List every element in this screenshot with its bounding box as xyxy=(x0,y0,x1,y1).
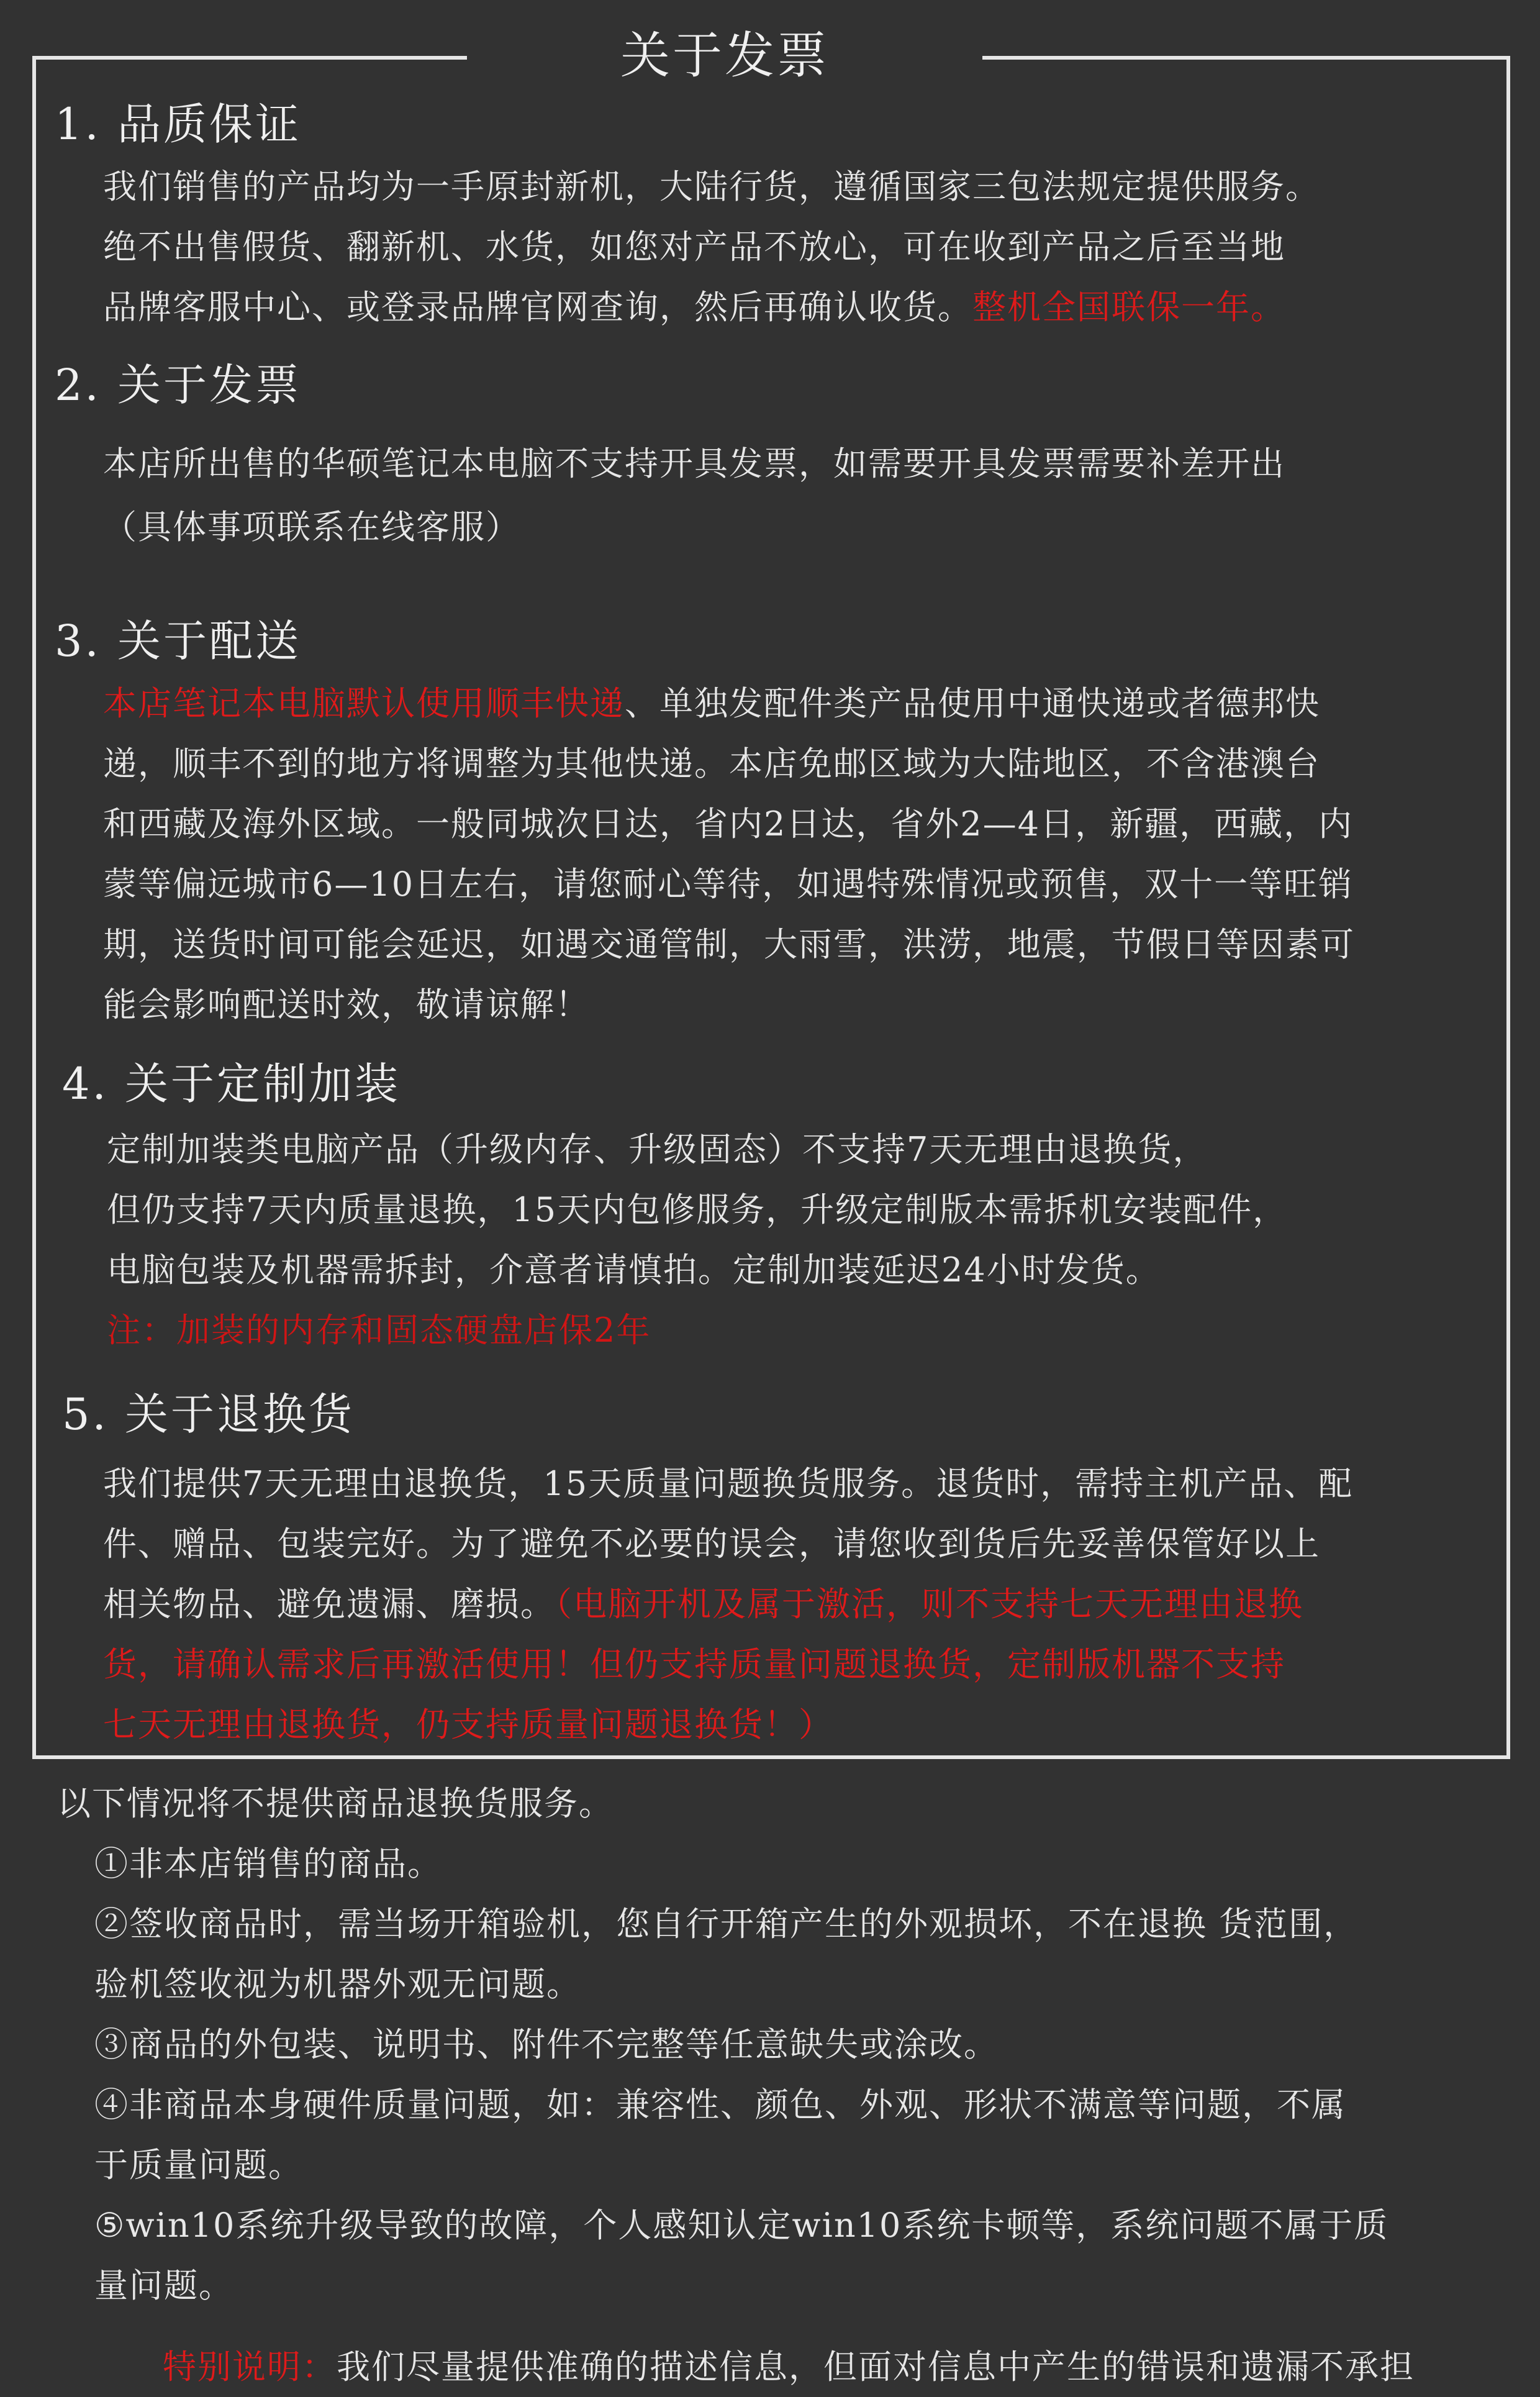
text-line: 蒙等偏远城市6—10日左右，请您耐心等待，如遇特殊情况或预售，双十一等旺销 xyxy=(103,865,1354,904)
exclusion-item: 量问题。 xyxy=(94,2266,233,2305)
text-segment: 品牌客服中心、或登录品牌官网查询，然后再确认收货。 xyxy=(103,288,972,327)
warranty-highlight: 整机全国联保一年。 xyxy=(972,288,1285,327)
text-segment: 、单独发配件类产品使用中通快递或者德邦快 xyxy=(625,684,1320,723)
text-line: 我们提供7天无理由退换货，15天质量问题换货服务。退货时，需持主机产品、配 xyxy=(103,1464,1354,1503)
text-line: 货，请确认需求后再激活使用！但仍支持质量问题退换货，定制版机器不支持 xyxy=(103,1645,1285,1684)
exclusions-intro: 以下情况将不提供商品退换货服务。 xyxy=(57,1784,614,1823)
delivery-highlight: 本店笔记本电脑默认使用顺丰快递 xyxy=(103,684,625,723)
section-heading-quality: 1. 品质保证 xyxy=(55,99,302,150)
page-title: 关于发票 xyxy=(620,27,829,84)
exclusion-item: ④非商品本身硬件质量问题，如：兼容性、颜色、外观、形状不满意等问题，不属 xyxy=(94,2085,1346,2124)
special-note-text: 我们尽量提供准确的描述信息，但面对信息中产生的错误和遗漏不承担 xyxy=(337,2347,1415,2386)
text-line xyxy=(103,673,1355,734)
text-line xyxy=(103,277,1320,337)
returns-highlight: （电脑开机及属于激活，则不支持七天无理由退换 xyxy=(555,1585,1303,1624)
custom-note: 注：加装的内存和固态硬盘店保2年 xyxy=(107,1311,651,1350)
section-body-invoice xyxy=(103,432,1285,559)
section-heading-custom: 4. 关于定制加装 xyxy=(62,1058,401,1109)
text-line: 但仍支持7天内质量退换，15天内包修服务，升级定制版本需拆机安装配件， xyxy=(107,1190,1288,1229)
section-heading-invoice: 2. 关于发票 xyxy=(55,360,302,411)
special-note-label: 特别说明： xyxy=(163,2347,337,2386)
text-line: 本店所出售的华硕笔记本电脑不支持开具发票，如需要开具发票需要补差开出 xyxy=(103,444,1285,483)
section-body-delivery xyxy=(103,673,1355,1035)
text-line: 件、赠品、包装完好。为了避免不必要的误会，请您收到货后先妥善保管好以上 xyxy=(103,1524,1320,1563)
text-line: 七天无理由退换货，仍支持质量问题退换货！） xyxy=(103,1705,833,1744)
text-line xyxy=(103,1574,1353,1634)
text-line: 我们销售的产品均为一手原封新机，大陆行货，遵循国家三包法规定提供服务。 xyxy=(103,167,1320,206)
section-heading-returns: 5. 关于退换货 xyxy=(62,1389,355,1440)
text-line: 递，顺丰不到的地方将调整为其他快递。本店免邮区域为大陆地区，不含港澳台 xyxy=(103,744,1320,783)
exclusions-list xyxy=(94,1834,1388,2316)
text-line: 电脑包装及机器需拆封，介意者请慎拍。定制加装延迟24小时发货。 xyxy=(107,1250,1161,1289)
text-line: （具体事项联系在线客服） xyxy=(103,507,520,547)
text-line: 能会影响配送时效，敬请谅解！ xyxy=(103,985,590,1024)
special-note xyxy=(163,2337,1415,2397)
exclusion-item: 于质量问题。 xyxy=(94,2145,303,2185)
section-body-quality xyxy=(103,157,1320,337)
section-body-returns xyxy=(103,1453,1353,1755)
exclusion-item: ③商品的外包装、说明书、附件不完整等任意缺失或涂改。 xyxy=(94,2025,999,2064)
text-line: 定制加装类电脑产品（升级内存、升级固态）不支持7天无理由退换货， xyxy=(107,1130,1208,1169)
exclusion-item: ①非本店销售的商品。 xyxy=(94,1844,442,1883)
text-line: 和西藏及海外区域。一般同城次日达，省内2日达，省外2—4日，新疆，西藏，内 xyxy=(103,804,1354,844)
exclusion-item: ⑤win10系统升级导致的故障，个人感知认定win10系统卡顿等，系统问题不属于质 xyxy=(94,2206,1389,2245)
section-body-custom xyxy=(107,1119,1287,1360)
text-segment: 相关物品、避免遗漏、磨损。 xyxy=(103,1585,555,1624)
text-line: 期，送货时间可能会延迟，如遇交通管制，大雨雪，洪涝，地震，节假日等因素可 xyxy=(103,925,1355,964)
exclusion-item: 验机签收视为机器外观无问题。 xyxy=(94,1965,581,2004)
text-line: 绝不出售假货、翻新机、水货，如您对产品不放心，可在收到产品之后至当地 xyxy=(103,227,1285,266)
section-heading-delivery: 3. 关于配送 xyxy=(55,616,302,666)
exclusion-item: ②签收商品时，需当场开箱验机，您自行开箱产生的外观损坏，不在退换 货范围， xyxy=(94,1904,1359,1944)
